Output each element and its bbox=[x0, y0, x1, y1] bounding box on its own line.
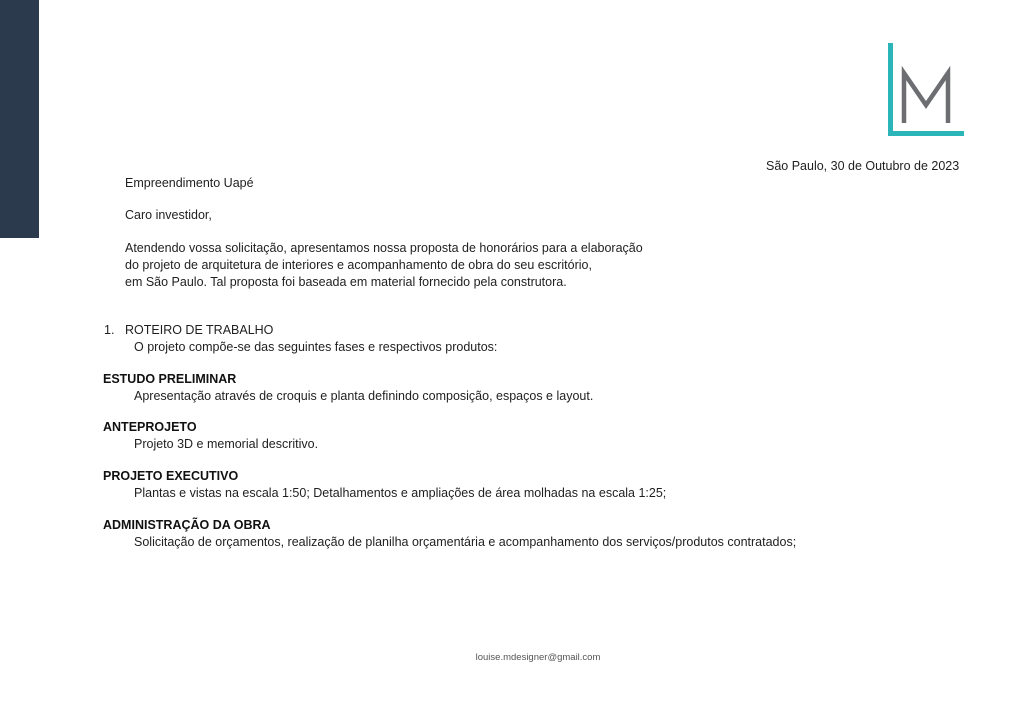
intro-line: Atendendo vossa solicitação, apresentamos nossa proposta de honorários para a elaboração bbox=[125, 241, 643, 255]
phase-description: Projeto 3D e memorial descritivo. bbox=[134, 437, 319, 451]
phase-title: ESTUDO PRELIMINAR bbox=[103, 372, 237, 386]
phase-title: PROJETO EXECUTIVO bbox=[103, 469, 239, 483]
intro-line: em São Paulo. Tal proposta foi baseada em material fornecido pela construtora. bbox=[125, 275, 567, 289]
phase-description: Solicitação de orçamentos, realização de planilha orçamentária e acompanhamento dos serviços/produtos contratados; bbox=[134, 535, 797, 549]
section-title: ROTEIRO DE TRABALHO bbox=[125, 323, 274, 337]
intro-line: do projeto de arquitetura de interiores e acompanhamento de obra do seu escritório, bbox=[125, 258, 592, 272]
phase-title: ADMINISTRAÇÃO DA OBRA bbox=[103, 518, 271, 532]
letter-date: São Paulo, 30 de Outubro de 2023 bbox=[766, 159, 960, 173]
phase-title: ANTEPROJETO bbox=[103, 420, 197, 434]
letter-subject: Empreendimento Uapé bbox=[125, 176, 254, 190]
logo-vertical-bar bbox=[888, 43, 893, 135]
footer-email[interactable]: louise.mdesigner@gmail.com bbox=[475, 652, 601, 663]
section-subtitle: O projeto compõe-se das seguintes fases e respectivos produtos: bbox=[134, 340, 498, 354]
phase-description: Apresentação através de croquis e planta definindo composição, espaços e layout. bbox=[134, 389, 594, 403]
side-color-bar bbox=[0, 0, 39, 238]
logo-horizontal-bar bbox=[888, 131, 964, 136]
logo-m-glyph bbox=[904, 73, 948, 123]
letter-greeting: Caro investidor, bbox=[125, 208, 212, 222]
section-number: 1. bbox=[104, 323, 115, 337]
phase-description: Plantas e vistas na escala 1:50; Detalhamentos e ampliações de área molhadas na escala 1:25; bbox=[134, 486, 667, 500]
company-logo bbox=[886, 43, 966, 139]
